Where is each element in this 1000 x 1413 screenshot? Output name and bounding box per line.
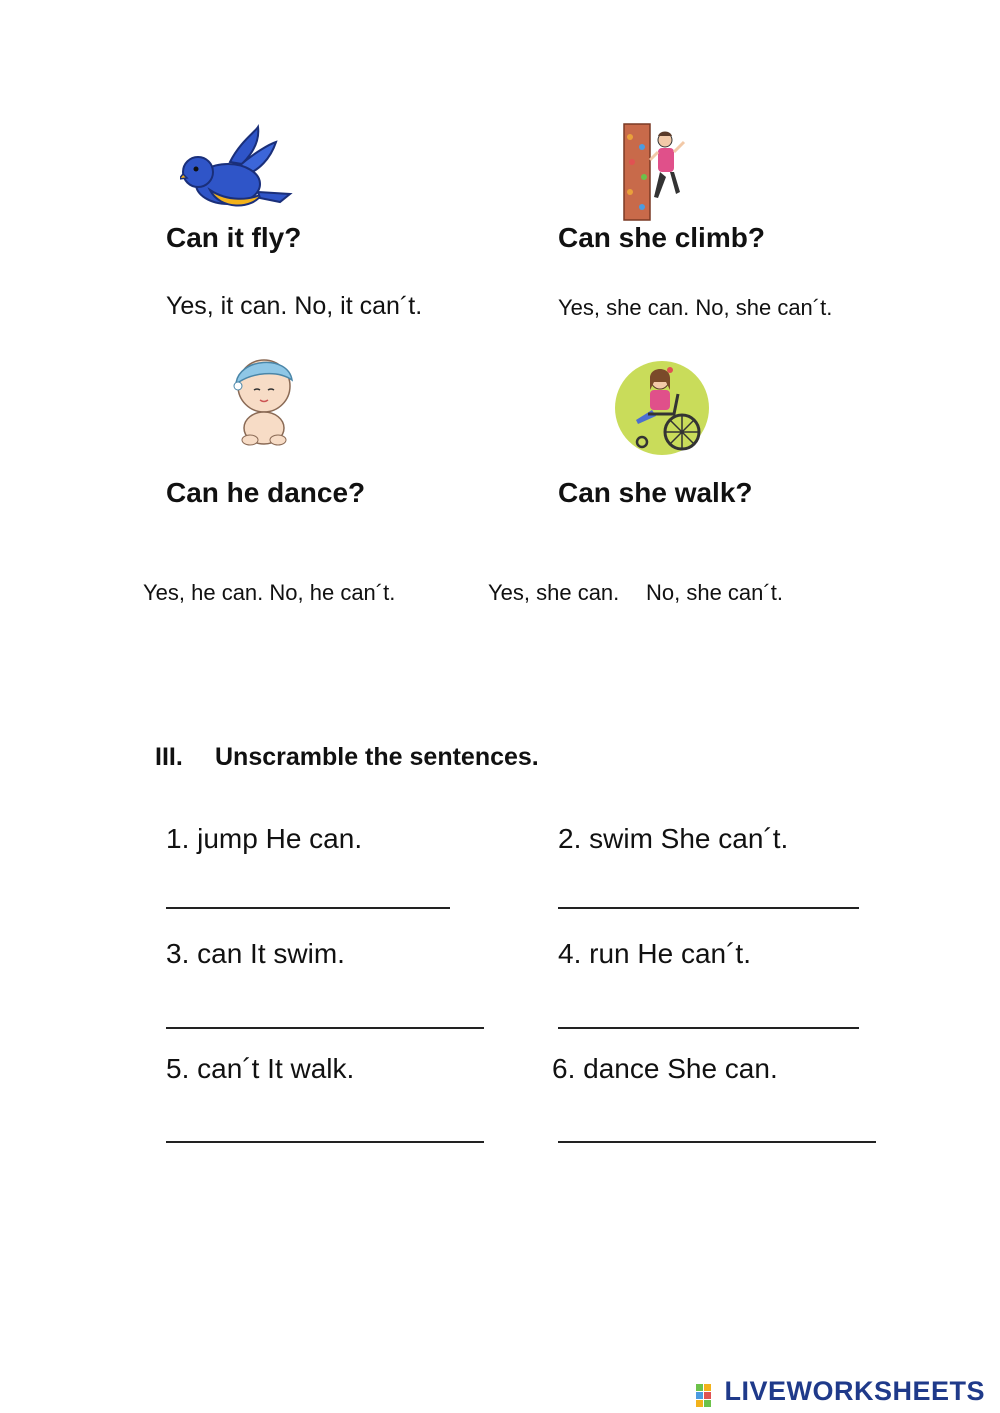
sentence-2: 2. swim She can´t. — [558, 823, 789, 854]
answer-line-2[interactable] — [558, 907, 859, 909]
climber-icon — [620, 122, 690, 222]
answer-line-5[interactable] — [166, 1141, 484, 1143]
sentence-6: 6. dance She can. — [552, 1053, 778, 1084]
answer-line-6[interactable] — [558, 1141, 876, 1143]
question-dance: Can he dance? — [166, 477, 366, 508]
sentence-4: 4. run He can´t. — [558, 938, 751, 969]
answer-line-3[interactable] — [166, 1027, 484, 1029]
answers-walk-no: No, she can´t. — [646, 580, 783, 605]
sentence-3: 3. can It swim. — [166, 938, 345, 969]
answer-line-4[interactable] — [558, 1027, 859, 1029]
answers-fly: Yes, it can. No, it can´t. — [166, 292, 423, 320]
question-walk: Can she walk? — [558, 477, 753, 508]
answer-line-1[interactable] — [166, 907, 450, 909]
baby-icon — [228, 350, 300, 446]
answers-dance: Yes, he can. No, he can´t. — [143, 580, 396, 605]
sentence-5: 5. can´t It walk. — [166, 1053, 355, 1084]
bird-icon — [180, 122, 295, 217]
brand-name: LIVEWORKSHEETS — [724, 1376, 985, 1406]
sentence-1: 1. jump He can. — [166, 823, 363, 854]
answers-climb: Yes, she can. No, she can´t. — [558, 295, 833, 320]
liveworksheets-logo-icon — [696, 1384, 720, 1408]
question-fly: Can it fly? — [166, 222, 302, 253]
footer-brand — [696, 1376, 985, 1408]
section-title: Unscramble the sentences. — [215, 743, 539, 771]
section-number: III. — [155, 743, 183, 771]
wheelchair-girl-icon — [612, 358, 712, 458]
question-climb: Can she climb? — [558, 222, 765, 253]
answers-walk-yes: Yes, she can. — [488, 580, 620, 605]
